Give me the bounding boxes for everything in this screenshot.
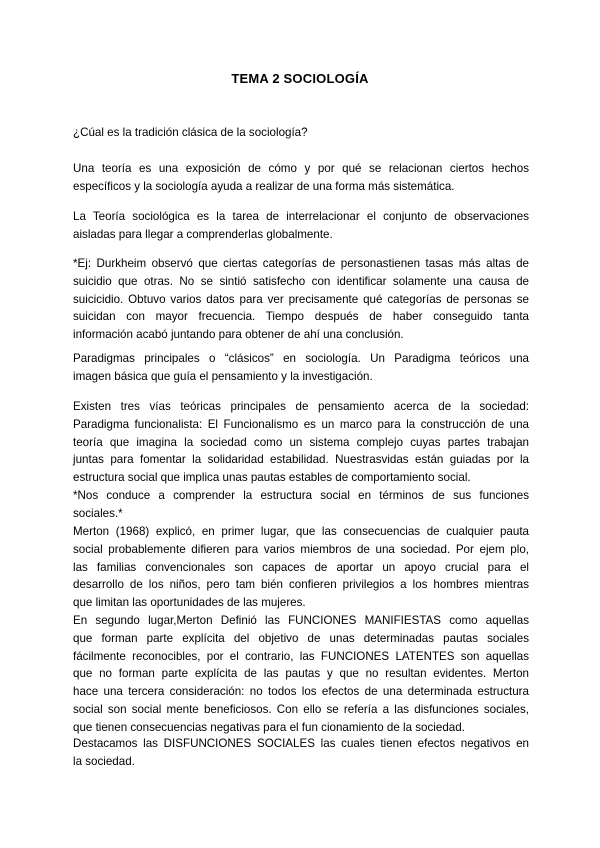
text-line: *Ej: Durkheim observó que ciertas categorías de personastienen tasas más altas de (73, 257, 529, 270)
text-line: La Teoría sociológica es la tarea de interrelacionar el conjunto de observaciones (73, 210, 529, 223)
durkheim-example-paragraph (73, 255, 529, 344)
functionalism-paragraph (73, 398, 529, 523)
document-title: TEMA 2 SOCIOLOGÍA (231, 71, 369, 86)
text-line: información acabó juntando para obtener de ahí una conclusión. (73, 328, 404, 342)
text-line: específicos y la sociología ayuda a realizar de una forma más sistemática. (73, 179, 455, 193)
text-line: suicidan con mayor frecuencia. Tiempo después de haber conseguido tanta (73, 310, 529, 324)
sociological-theory-paragraph (73, 208, 529, 244)
dysfunctions-paragraph (73, 735, 529, 771)
text-line: las familias convencionales son capaces de aportar un apoyo crucial para el (73, 560, 529, 574)
text-line: Una teoría es una exposición de cómo y por qué se relacionan ciertos hechos (73, 162, 529, 175)
text-line: que forman parte explícita del objetivo de unas determinadas pautas sociales (73, 631, 529, 645)
text-line: social son social mente beneficiosos. Con ello se refería a las disfunciones sociales, (73, 702, 529, 716)
text-line: Paradigmas principales o “clásicos” en sociología. Un Paradigma teóricos una (73, 352, 529, 365)
text-line: *Nos conduce a comprender la estructura social en términos de sus funciones (73, 488, 529, 502)
text-line: la sociedad. (73, 754, 135, 768)
text-line: que no forman parte explícita de las pautas y que no resultan evidentes. Merton (73, 667, 529, 681)
text-line: fácilmente reconocibles, por el contrario, las FUNCIONES LATENTES son aquellas (73, 649, 529, 663)
text-line: aisladas para llegar a comprenderlas globalmente. (73, 227, 333, 241)
text-line: social probablemente difieren para varios miembros de una sociedad. Por ejem plo, (73, 542, 529, 556)
text-line: imagen básica que guía el pensamiento y la investigación. (73, 369, 373, 383)
text-line: desarrollo de los niños, pero tam bién confieren privilegios a los hombres mientras (73, 578, 529, 592)
text-line: juntas para fomentar la solidaridad estabilidad. Nuestrasvidas están guiadas por la (73, 453, 529, 467)
question-line: ¿Cúal es la tradición clásica de la sociología? (73, 126, 308, 139)
text-line: teoría que imagina la sociedad como un sistema complejo cuyas partes trabajan (73, 435, 529, 449)
theory-definition-paragraph (73, 160, 529, 196)
text-line: Merton (1968) explicó, en primer lugar, que las consecuencias de cualquier pauta (73, 525, 529, 538)
text-line: suicidio que otras. No se sintió satisfecho con identificar solamente una causa de (73, 274, 529, 288)
text-line: estructura social que implica unas pautas estables de comportamiento social. (73, 471, 471, 485)
text-line: Existen tres vías teóricas principales de pensamiento acerca de la sociedad: (73, 400, 529, 413)
text-line: suicicidio. Obtuvo varios datos para ver precisamente qué categorías de personas se (73, 292, 529, 306)
question-paragraph (73, 124, 529, 142)
merton-paragraph (73, 523, 529, 737)
text-line: que limitan las oportunidades de las mujeres. (73, 596, 306, 610)
text-line: hace una tercera consideración: no todos los efectos de una determinada estructura (73, 685, 529, 699)
text-line: Paradigma funcionalista: El Funcionalismo es un marco para la construcción de una (73, 417, 529, 431)
text-line: sociales.* (73, 506, 123, 520)
text-line: que tienen consecuencias negativas para el fun cionamiento de la sociedad. (73, 720, 465, 734)
text-line: En segundo lugar,Merton Definió las FUNCIONES MANIFIESTAS como aquellas (73, 613, 529, 627)
text-line: Destacamos las DISFUNCIONES SOCIALES las cuales tienen efectos negativos en (73, 737, 529, 750)
paradigms-paragraph (73, 350, 529, 386)
